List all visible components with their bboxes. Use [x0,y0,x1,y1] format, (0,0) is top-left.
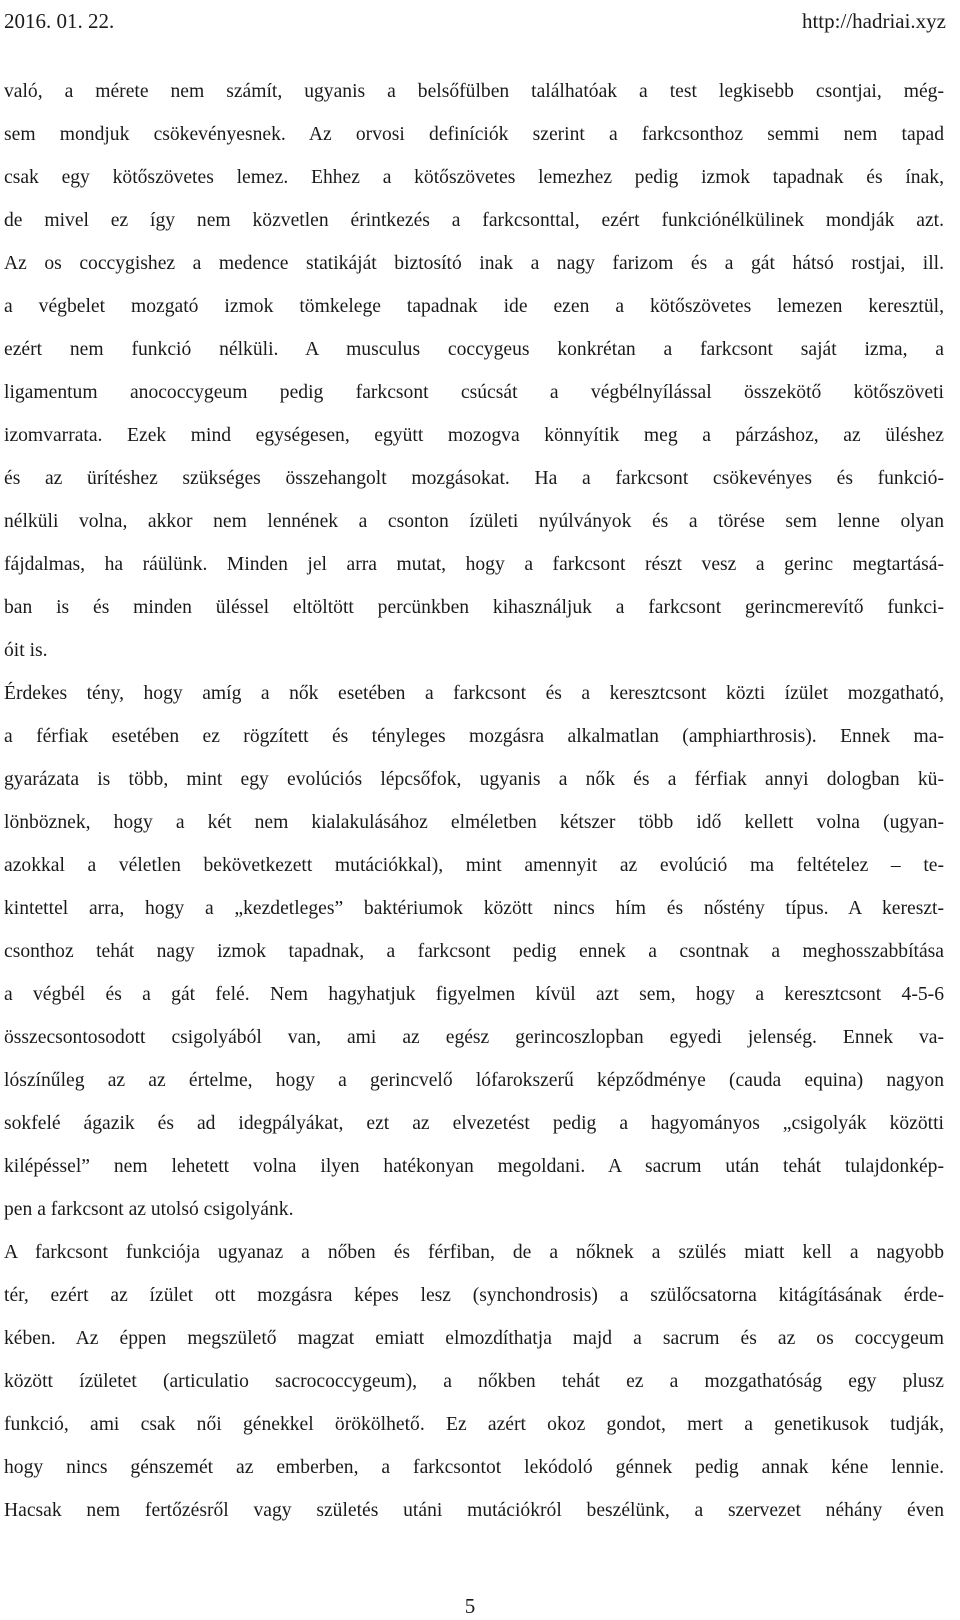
text-line: összecsontosodott csigolyából van, ami az egész gerincoszlopban egyedi jelenség. Ennek va- [4,1027,944,1048]
text-line: gyarázata is több, mint egy evolúciós lépcsőfok, ugyanis a nők és a férfiak annyi dologban kü- [4,769,944,790]
text-line: ban is és minden üléssel eltöltött percünkben kihasználjuk a farkcsont gerincmerevítő funkci- [4,597,944,618]
text-line: Az os coccygishez a medence statikáját biztosító inak a nagy farizom és a gát hátsó rostjai, ill. [4,253,944,274]
text-line: Érdekes tény, hogy amíg a nők esetében a farkcsont és a keresztcsont közti ízület mozgatható, [4,683,944,704]
text-line: hogy nincs génszemét az emberben, a farkcsontot lekódoló génnek pedig annak kéne lennie. [4,1457,944,1478]
text-line: a végbél és a gát felé. Nem hagyhatjuk figyelmen kívül azt sem, hogy a keresztcsont 4-5-6 [4,984,944,1005]
text-line: ligamentum anococcygeum pedig farkcsont csúcsát a végbélnyílással összekötő kötőszöveti [4,382,944,403]
text-line: óit is. [4,640,48,661]
header-date: 2016. 01. 22. [4,8,115,33]
header-url: http://hadriai.xyz [801,8,946,33]
text-line: tér, ezért az ízület ott mozgásra képes lesz (synchondrosis) a szülőcsatorna kitágításának érde- [4,1285,944,1306]
page-header [4,6,946,36]
text-line: sokfelé ágazik és ad idegpályákat, ezt az elvezetést pedig a hagyományos „csigolyák közötti [4,1113,944,1134]
text-line: nélküli volna, akkor nem lennének a csonton ízületi nyúlványok és a törése sem lenne olyan [4,511,944,532]
text-line: és az ürítéshez szükséges összehangolt mozgásokat. Ha a farkcsont csökevényes és funkció- [4,468,944,489]
text-line: csak egy kötőszövetes lemez. Ehhez a kötőszövetes lemezhez pedig izmok tapadnak és ínak, [4,167,944,188]
text-line: csonthoz tehát nagy izmok tapadnak, a farkcsont pedig ennek a csontnak a meghosszabbítása [4,941,944,962]
paragraph-3 [4,1231,944,1532]
text-line: kilépéssel” nem lehetett volna ilyen hatékonyan megoldani. A sacrum után tehát tulajdonkép- [4,1156,944,1177]
text-line: lönböznek, hogy a két nem kialakulásához elméletben kétszer több idő kellett volna (ugyan- [4,812,944,833]
text-line: A farkcsont funkciója ugyanaz a nőben és férfiban, de a nőknek a szülés miatt kell a nagyobb [4,1242,944,1263]
text-line: funkció, ami csak női génekkel örökölhető. Ez azért okoz gondot, mert a genetikusok tudják, [4,1414,944,1435]
page-number: 5 [464,1594,476,1618]
text-line: lószínűleg az az értelme, hogy a gerincvelő lófarokszerű képződménye (cauda equina) nagyon [4,1070,944,1091]
text-line: a férfiak esetében ez rögzített és tényleges mozgásra alkalmatlan (amphiarthrosis). Ennek ma- [4,726,944,747]
text-line: izomvarrata. Ezek mind egységesen, együtt mozogva könnyítik meg a párzáshoz, az üléshez [4,425,944,446]
text-line: de mivel ez így nem közvetlen érintkezés a farkcsonttal, ezért funkciónélkülinek mondják azt. [4,210,944,231]
document-body [4,70,944,1532]
text-line: között ízületet (articulatio sacrococcygeum), a nőkben tehát ez a mozgathatóság egy plusz [4,1371,944,1392]
text-line: Hacsak nem fertőzésről vagy születés utáni mutációkról beszélünk, a szervezet néhány éven [4,1500,944,1521]
text-line: azokkal a véletlen bekövetkezett mutációkkal), mint amennyit az evolúció ma feltételez – te- [4,855,944,876]
paragraph-2 [4,672,944,1231]
text-line: a végbelet mozgató izmok tömkelege tapadnak ide ezen a kötőszövetes lemezen keresztül, [4,296,944,317]
text-line: ezért nem funkció nélküli. A musculus coccygeus konkrétan a farkcsont saját izma, a [4,339,944,360]
text-line: fájdalmas, ha ráülünk. Minden jel arra mutat, hogy a farkcsont részt vesz a gerinc megtartásá- [4,554,944,575]
text-line: pen a farkcsont az utolsó csigolyánk. [4,1199,294,1220]
text-line: sem mondjuk csökevényesnek. Az orvosi definíciók szerint a farkcsonthoz semmi nem tapad [4,124,944,145]
text-line: való, a mérete nem számít, ugyanis a belsőfülben találhatóak a test legkisebb csontjai, még- [4,81,944,102]
paragraph-1 [4,70,944,672]
text-line: kintettel arra, hogy a „kezdetleges” baktériumok között nincs hím és nőstény típus. A kereszt- [4,898,944,919]
text-line: kében. Az éppen megszülető magzat emiatt elmozdíthatja majd a sacrum és az os coccygeum [4,1328,944,1349]
